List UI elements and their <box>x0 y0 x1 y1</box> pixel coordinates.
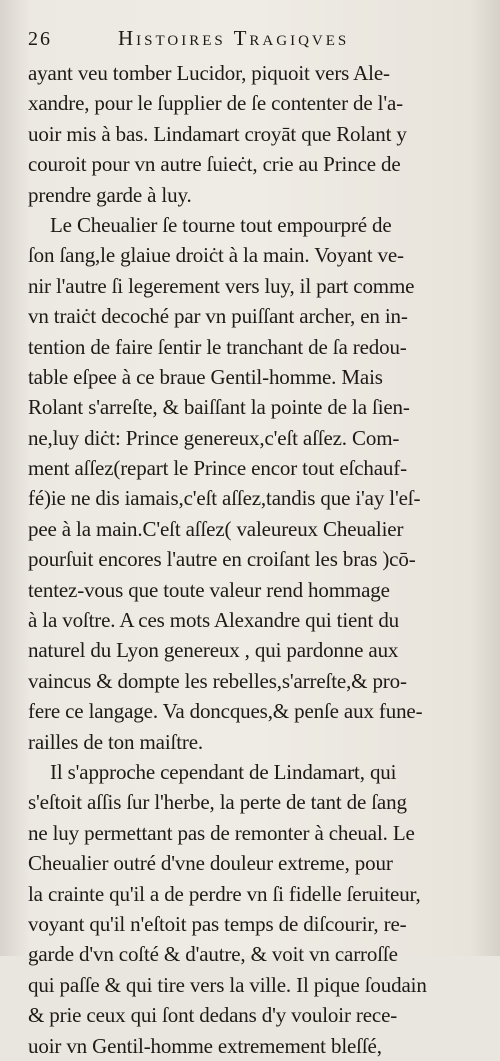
text-line: ne,luy diċt: Prince genereux,c'eſt aſſez. Com- <box>28 425 400 450</box>
text-line: xandre, pour le ſupplier de ſe contenter de l'a- <box>28 91 404 116</box>
page-number: 26 <box>28 28 52 50</box>
text-line: Il s'approche cependant de Lindamart, qui <box>50 759 397 784</box>
body-text <box>28 58 484 1061</box>
page-header <box>28 26 484 54</box>
text-line: voyant qu'il n'eſtoit pas temps de diſcourir, re- <box>28 911 407 936</box>
text-line: fé)ie ne dis iamais,c'eſt aſſez,tandis que i'ay l'eſ- <box>28 486 421 511</box>
text-line: uoir vn Gentil-homme extremement bleſſé, <box>28 1033 382 1058</box>
text-line: vn traiċt decoché par vn puiſſant archer, en in- <box>28 304 408 329</box>
text-line: pee à la main.C'eſt aſſez( valeureux Cheualier <box>28 516 404 541</box>
text-line: ne luy permettant pas de remonter à cheual. Le <box>28 820 415 845</box>
text-line: fere ce langage. Va doncques,& penſe aux fune- <box>28 699 423 724</box>
text-line: & prie ceux qui ſont dedans d'y vouloir rece- <box>28 1003 398 1028</box>
text-line: Rolant s'arreſte, & baiſſant la pointe de la ſien- <box>28 395 410 420</box>
text-line: ment aſſez(repart le Prince encor tout eſchauf- <box>28 456 407 481</box>
running-head: Histoires Tragiqves <box>118 26 350 50</box>
text-line: ayant veu tomber Lucidor, piquoit vers Ale- <box>28 61 390 85</box>
text-line: ſon ſang,le glaiue droiċt à la main. Voyant ve- <box>28 243 404 268</box>
text-line: Le Cheualier ſe tourne tout empourpré de <box>50 212 392 237</box>
text-line: couroit pour vn autre ſuieċt, crie au Prince de <box>28 152 401 177</box>
text-line: la crainte qu'il a de perdre vn ſi fidelle ſeruiteur, <box>28 881 421 906</box>
text-line: tention de faire ſentir le tranchant de ſa redou- <box>28 334 407 359</box>
text-line: tentez-vous que toute valeur rend hommage <box>28 577 390 602</box>
text-line: prendre garde à luy. <box>28 182 192 207</box>
text-line: railles de ton maiſtre. <box>28 729 203 754</box>
text-line: garde d'vn coſté & d'autre, & voit vn carroſſe <box>28 942 398 967</box>
text-line: nir l'autre ſi legerement vers luy, il part comme <box>28 273 415 298</box>
text-line: table eſpee à ce braue Gentil-homme. Mais <box>28 364 383 389</box>
text-line: pourſuit encores l'autre en croiſant les bras )cō- <box>28 547 416 572</box>
text-line: à la voſtre. A ces mots Alexandre qui tient du <box>28 608 400 633</box>
text-line: naturel du Lyon genereux , qui pardonne aux <box>28 638 399 663</box>
text-line: qui paſſe & qui tire vers la ville. Il pique ſoudain <box>28 972 427 997</box>
text-line: uoir mis à bas. Lindamart croyāt que Rolant y <box>28 121 407 146</box>
text-line: s'eſtoit aſſis ſur l'herbe, la perte de tant de ſang <box>28 790 407 815</box>
text-line: vaincus & dompte les rebelles,s'arreſte,& pro- <box>28 668 407 693</box>
text-line: Cheualier outré d'vne douleur extreme, pour <box>28 851 393 876</box>
